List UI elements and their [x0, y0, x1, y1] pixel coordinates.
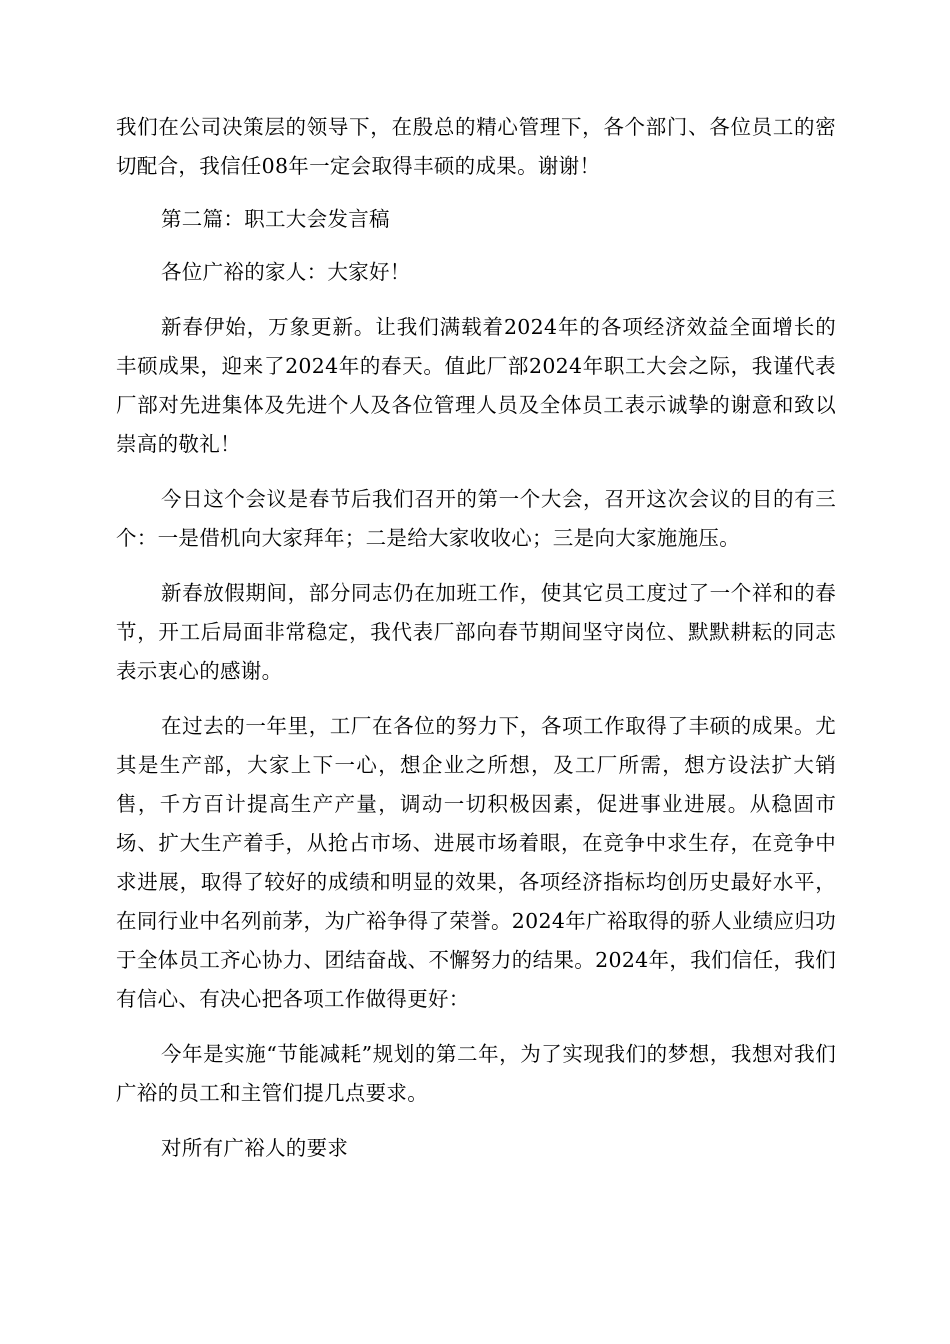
paragraph-past-year: 在过去的一年里，工厂在各位的努力下，各项工作取得了丰硕的成果。尤其是生产部，大家上下一心，想企业之所想，及工厂所需，想方设法扩大销售，千方百计提高生产产量，调动一切积极因素，促进事业进展。从稳固市场、扩大生产着手，从抢占市场、进展市场着眼，在竞争中求生存，在竞争中求进展，取得了较好的成绩和明显的效果，各项经济指标均创历史最好水平，在同行业中名列前茅，为广裕争得了荣誉。2024年广裕取得的骄人业绩应归功于全体员工齐心协力、团结奋战、不懈努力的结果。2024年，我们信任，我们有信心、有决心把各项工作做得更好： [116, 714, 836, 1011]
paragraph-holiday-thanks: 新春放假期间，部分同志仍在加班工作，使其它员工度过了一个祥和的春节，开工后局面非常稳定，我代表厂部向春节期间坚守岗位、默默耕耘的同志表示衷心的感谢。 [116, 581, 836, 683]
paragraph-this-year: 今年是实施“节能减耗”规划的第二年，为了实现我们的梦想，我想对我们广裕的员工和主管们提几点要求。 [116, 1042, 836, 1105]
section-heading: 第二篇：职工大会发言稿 [161, 207, 390, 231]
paragraph-closing-remarks: 我们在公司决策层的领导下，在殷总的精心管理下，各个部门、各位员工的密切配合，我信任08年一定会取得丰硕的成果。谢谢！ [116, 115, 836, 178]
paragraph-requirements-heading: 对所有广裕人的要求 [161, 1136, 349, 1160]
document-body [116, 108, 836, 1168]
paragraph-meeting-purpose: 今日这个会议是春节后我们召开的第一个大会，召开这次会议的目的有三个：一是借机向大家拜年；二是给大家收收心；三是向大家施施压。 [116, 487, 836, 550]
paragraph-new-year: 新春伊始，万象更新。让我们满载着2024年的各项经济效益全面增长的丰硕成果，迎来了2024年的春天。值此厂部2024年职工大会之际，我谨代表厂部对先进集体及先进个人及各位管理人员及全体员工表示诚挚的谢意和致以崇高的敬礼！ [116, 315, 836, 456]
salutation: 各位广裕的家人：大家好！ [161, 260, 411, 284]
